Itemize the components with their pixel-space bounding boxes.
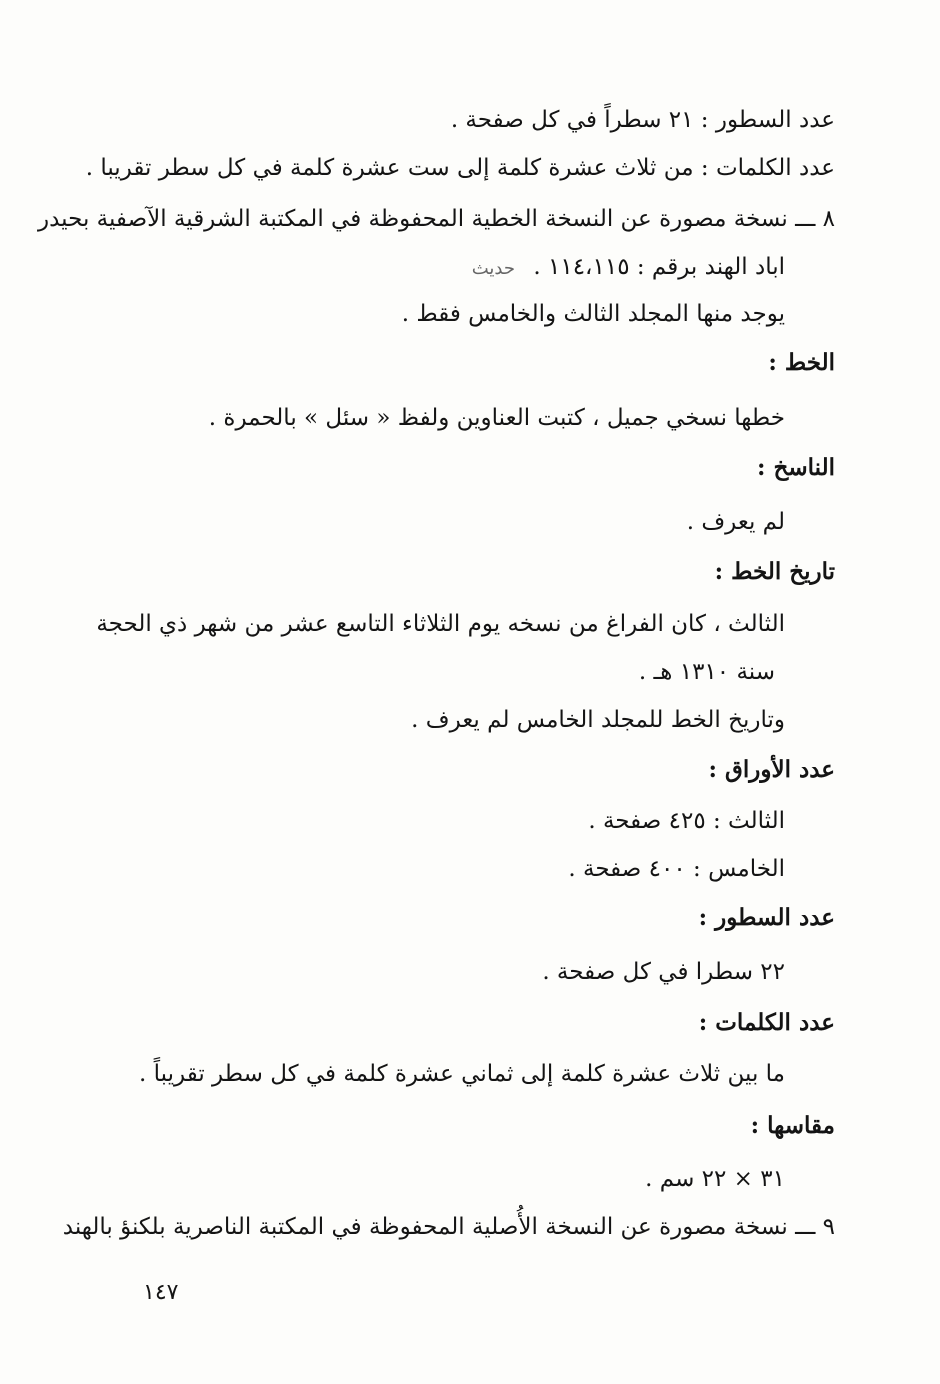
- section-heading-words: عدد الكلمات :: [698, 1009, 835, 1036]
- text-line: اباد الهند برقم : ١١٤،١١٥ .: [533, 254, 785, 280]
- handwritten-note: حديث: [471, 258, 515, 279]
- section-heading-dimensions: مقاسها :: [750, 1112, 835, 1139]
- section-heading-leaves: عدد الأوراق :: [708, 756, 835, 783]
- numbered-entry-8: ٨ ـــ نسخة مصورة عن النسخة الخطية المحفوظة في المكتبة الشرقية الآصفية بحيدر: [37, 206, 835, 232]
- text-line: لم يعرف .: [686, 509, 785, 535]
- text-line: عدد الكلمات : من ثلاث عشرة كلمة إلى ست عشرة كلمة في كل سطر تقريبا .: [85, 155, 835, 181]
- text-line: وتاريخ الخط للمجلد الخامس لم يعرف .: [411, 707, 785, 733]
- text-line: ٢٢ سطرا في كل صفحة .: [542, 959, 785, 985]
- text-line: سنة ١٣١٠ هـ .: [638, 659, 775, 685]
- section-heading-lines: عدد السطور :: [698, 904, 835, 931]
- section-heading-script: الخط :: [768, 349, 835, 376]
- text-line: خطها نسخي جميل ، كتبت العناوين ولفظ « سئل » بالحمرة .: [208, 405, 785, 431]
- text-line: الثالث ، كان الفراغ من نسخه يوم الثلاثاء التاسع عشر من شهر ذي الحجة: [96, 611, 785, 637]
- section-heading-copyist: الناسخ :: [757, 454, 835, 481]
- text-line: عدد السطور : ٢١ سطراً في كل صفحة .: [450, 107, 835, 133]
- text-line: يوجد منها المجلد الثالث والخامس فقط .: [401, 301, 785, 327]
- text-line: ما بين ثلاث عشرة كلمة إلى ثماني عشرة كلمة في كل سطر تقريباً .: [139, 1061, 785, 1087]
- text-line: الثالث : ٤٢٥ صفحة .: [588, 808, 785, 834]
- section-heading-script-date: تاريخ الخط :: [714, 558, 835, 585]
- text-line: الخامس : ٤٠٠ صفحة .: [568, 856, 785, 882]
- text-line: ٣١ × ٢٢ سم .: [645, 1166, 785, 1192]
- numbered-entry-9: ٩ ـــ نسخة مصورة عن النسخة الأُصلية المحفوظة في المكتبة الناصرية بلكنؤ بالهند: [62, 1214, 835, 1240]
- page-number: ١٤٧: [143, 1280, 179, 1305]
